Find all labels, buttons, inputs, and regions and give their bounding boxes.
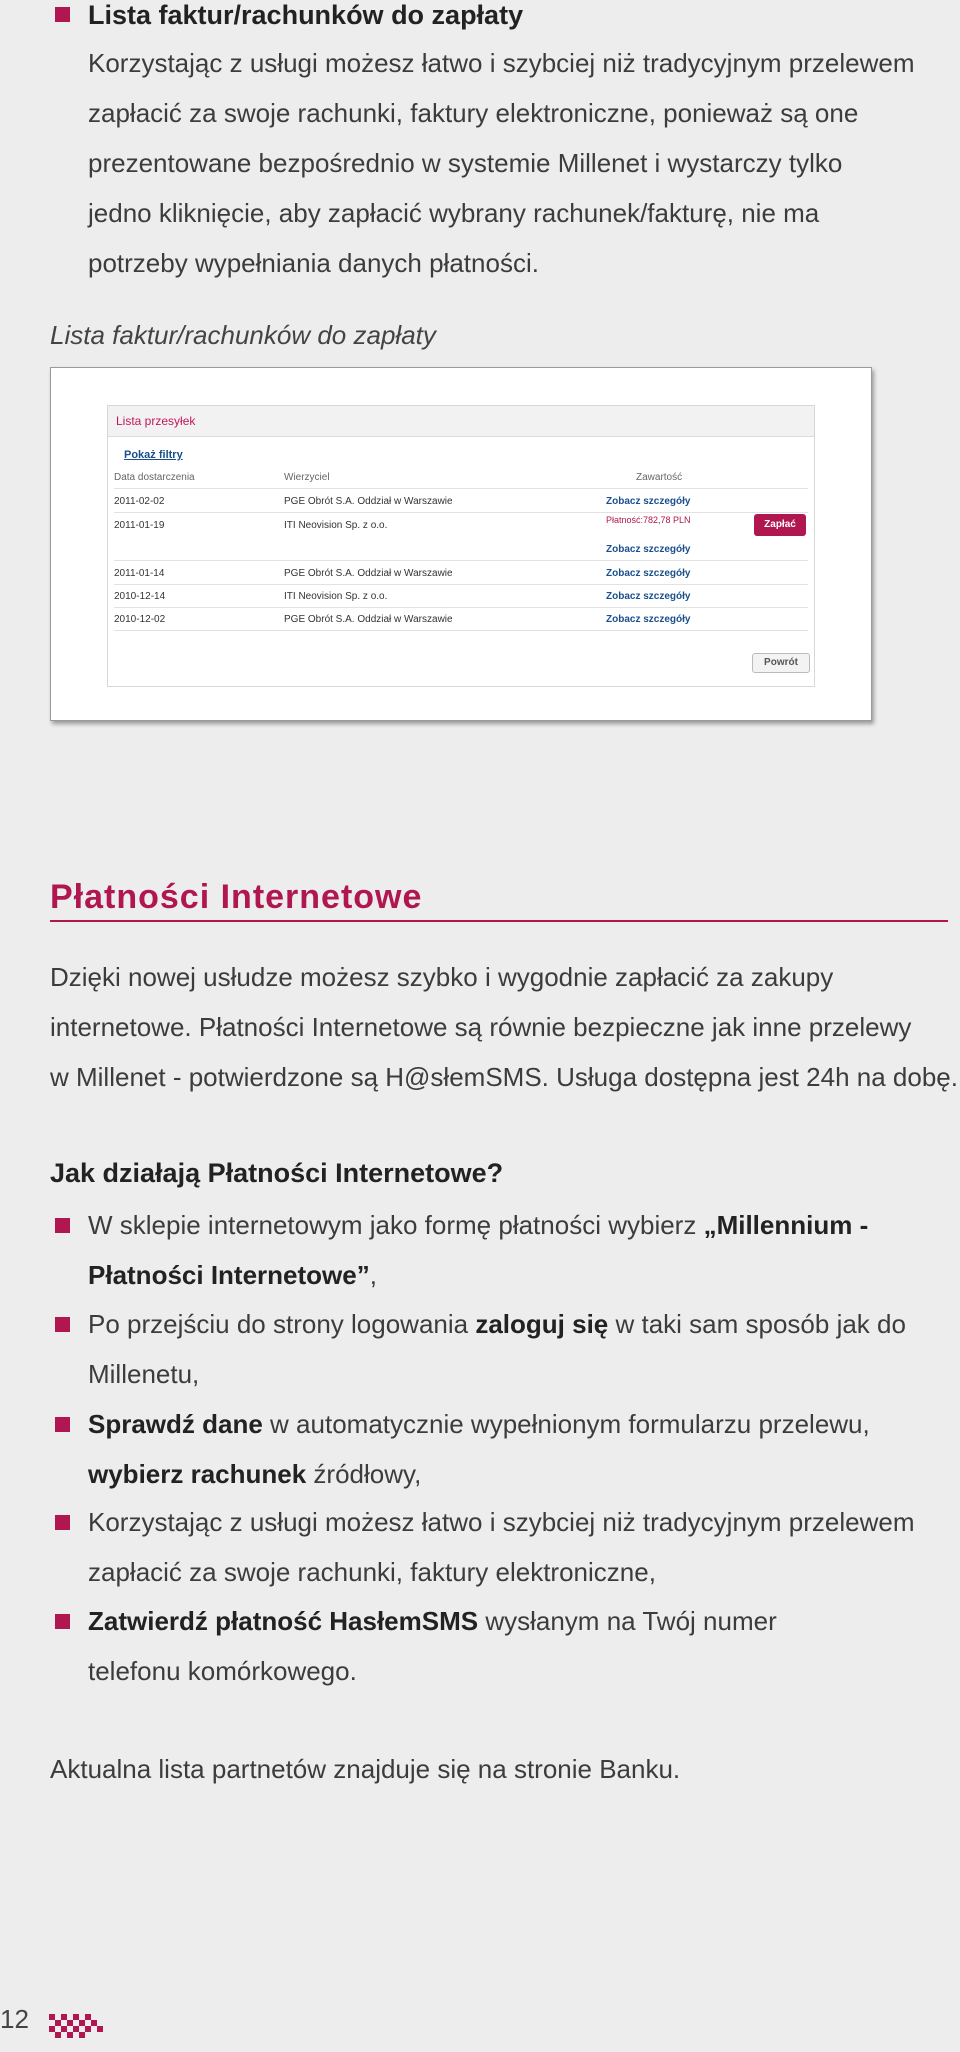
bullet-square-icon [55, 1218, 70, 1233]
column-header-creditor: Wierzyciel [284, 472, 330, 483]
column-header-date: Data dostarczenia [114, 472, 195, 483]
paragraph-line: potrzeby wypełniania danych płatności. [88, 248, 539, 278]
paragraph-line: prezentowane bezpośrednio w systemie Millenet i wystarczy tylko [88, 148, 843, 178]
row-creditor: ITI Neovision Sp. z o.o. [284, 520, 388, 531]
section-title: Płatności Internetowe [50, 878, 423, 916]
row-date: 2011-01-14 [114, 568, 165, 579]
subheading: Jak działają Płatności Internetowe? [50, 1158, 504, 1188]
shipments-panel [107, 405, 815, 687]
list-item-line: Sprawdź dane w automatycznie wypełnionym formularzu przelewu, [88, 1409, 870, 1439]
divider [114, 512, 808, 513]
bullet-square-icon [55, 1614, 70, 1629]
list-item-line: Korzystając z usługi możesz łatwo i szybciej niż tradycyjnym przelewem [88, 1507, 915, 1537]
paragraph-line: Korzystając z usługi możesz łatwo i szybciej niż tradycyjnym przelewem [88, 48, 915, 78]
screenshot-frame [50, 367, 872, 721]
divider [114, 584, 808, 585]
paragraph-line: zapłacić za swoje rachunki, faktury elektroniczne, ponieważ są one [88, 98, 859, 128]
list-item [88, 1497, 948, 1597]
list-item-line: zapłacić za swoje rachunki, faktury elektroniczne, [88, 1557, 656, 1587]
divider [114, 630, 808, 631]
intro-paragraph [50, 952, 958, 1102]
details-link[interactable]: Zobacz szczegóły [606, 544, 691, 555]
row-creditor: PGE Obrót S.A. Oddział w Warszawie [284, 568, 453, 579]
list-item-line: Zatwierdź płatność HasłemSMS wysłanym na Twój numer [88, 1606, 777, 1636]
list-item-line: telefonu komórkowego. [88, 1656, 357, 1686]
panel-header [108, 406, 814, 437]
list-item [88, 1399, 948, 1499]
list-item-line: Millenetu, [88, 1359, 200, 1389]
details-link[interactable]: Zobacz szczegóły [606, 591, 691, 602]
list-item-line: Płatności Internetowe”, [88, 1260, 377, 1290]
list-item [88, 1596, 948, 1696]
row-date: 2011-01-19 [114, 520, 165, 531]
row-date: 2010-12-14 [114, 591, 166, 602]
paragraph-line: Dzięki nowej usłudze możesz szybko i wygodnie zapłacić za zakupy [50, 962, 834, 992]
pay-button[interactable]: Zapłać [754, 514, 806, 536]
bullet-square-icon [55, 1317, 70, 1332]
details-link[interactable]: Zobacz szczegóły [606, 614, 691, 625]
list-item [88, 1200, 948, 1300]
row-date: 2010-12-02 [114, 614, 166, 625]
divider [114, 560, 808, 561]
brand-pattern-icon [49, 2014, 109, 2042]
row-creditor: ITI Neovision Sp. z o.o. [284, 591, 388, 602]
list-item [88, 1299, 948, 1399]
bullet-square-icon [55, 1417, 70, 1432]
column-header-content: Zawartość [636, 472, 683, 483]
list-item-line: Po przejściu do strony logowania zaloguj się w taki sam sposób jak do [88, 1309, 906, 1339]
details-link[interactable]: Zobacz szczegóły [606, 568, 691, 579]
row-creditor: PGE Obrót S.A. Oddział w Warszawie [284, 496, 453, 507]
paragraph-line: w Millenet - potwierdzone są H@słemSMS. Usługa dostępna jest 24h na dobę. [50, 1062, 958, 1092]
panel-title: Lista przesyłek [116, 414, 196, 428]
section-paragraph [88, 38, 915, 288]
show-filters-link[interactable]: Pokaż filtry [124, 449, 183, 461]
row-creditor: PGE Obrót S.A. Oddział w Warszawie [284, 614, 453, 625]
footer-note: Aktualna lista partnetów znajduje się na stronie Banku. [50, 1754, 681, 1784]
back-button[interactable]: Powrót [752, 653, 810, 673]
list-item-line: W sklepie internetowym jako formę płatności wybierz „Millennium - [88, 1210, 869, 1240]
list-item-line: wybierz rachunek źródłowy, [88, 1459, 422, 1489]
paragraph-line: jedno kliknięcie, aby zapłacić wybrany rachunek/fakturę, nie ma [88, 198, 820, 228]
paragraph-line: internetowe. Płatności Internetowe są równie bezpieczne jak inne przelewy [50, 1012, 912, 1042]
section-heading: Lista faktur/rachunków do zapłaty [88, 0, 524, 30]
bullet-square-icon [55, 7, 70, 22]
bullet-square-icon [55, 1515, 70, 1530]
divider [114, 488, 808, 489]
figure-caption: Lista faktur/rachunków do zapłaty [50, 320, 436, 350]
details-link[interactable]: Zobacz szczegóły [606, 496, 691, 507]
payment-amount: Płatność:782,78 PLN [606, 515, 691, 525]
divider [114, 607, 808, 608]
section-divider [50, 920, 948, 922]
row-date: 2011-02-02 [114, 496, 165, 507]
page-number: 12 [0, 2004, 29, 2034]
